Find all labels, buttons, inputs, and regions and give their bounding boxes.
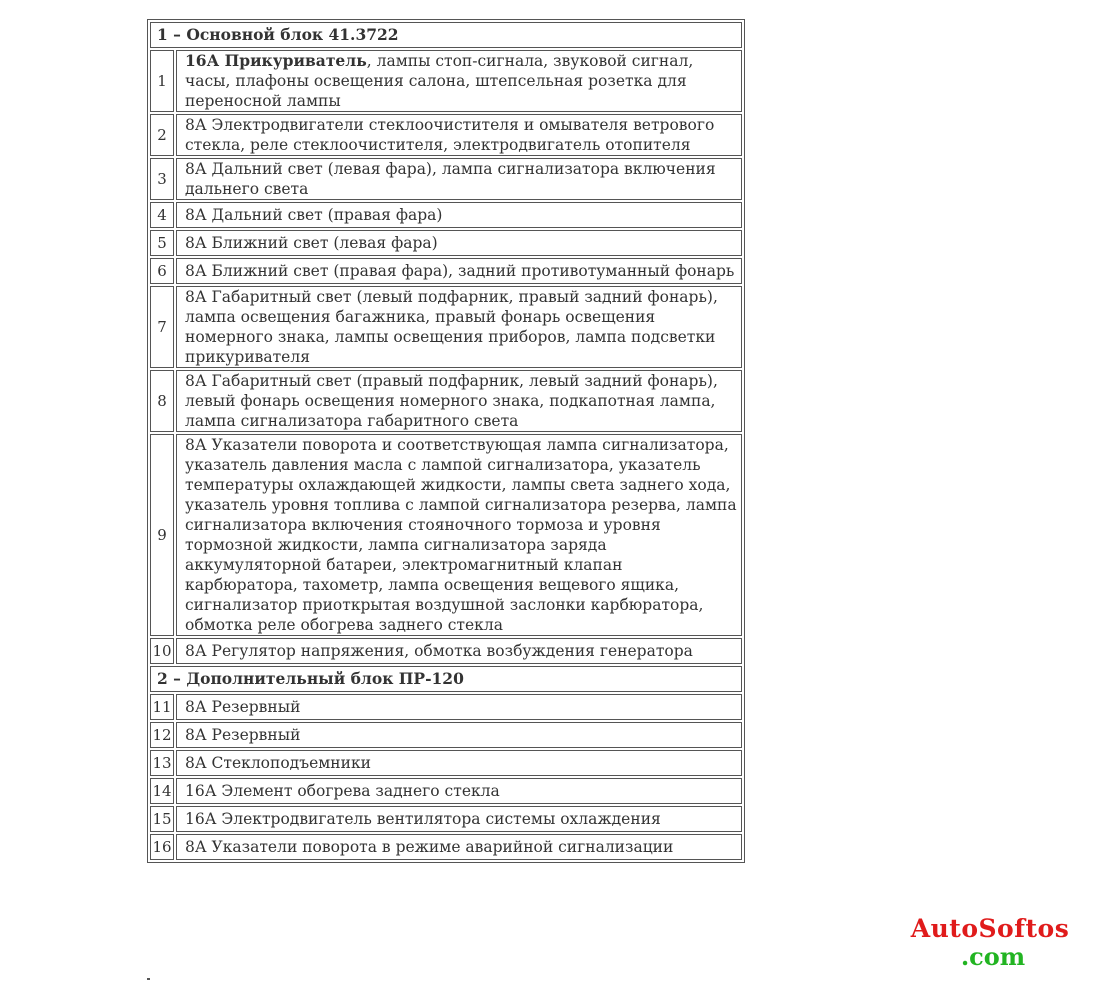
fuse-description-bold: 16А Прикуриватель bbox=[185, 51, 367, 70]
fuse-number: 15 bbox=[150, 806, 174, 832]
fuse-description bbox=[176, 722, 742, 748]
fuse-description-text: 16А Элемент обогрева заднего стекла bbox=[185, 782, 500, 800]
fuse-number: 13 bbox=[150, 750, 174, 776]
fuse-number: 8 bbox=[150, 370, 174, 432]
fuse-description-text: 8А Ближний свет (левая фара) bbox=[185, 234, 438, 252]
fuse-number: 14 bbox=[150, 778, 174, 804]
fuse-description bbox=[176, 694, 742, 720]
fuse-number: 10 bbox=[150, 638, 174, 664]
table-row bbox=[150, 434, 742, 636]
fuse-description-text: 8А Ближний свет (правая фара), задний противотуманный фонарь bbox=[185, 262, 735, 280]
table-row bbox=[150, 834, 742, 860]
table-row bbox=[150, 638, 742, 664]
fuse-description bbox=[176, 202, 742, 228]
watermark-domain: .com bbox=[960, 942, 1026, 971]
table-row bbox=[150, 722, 742, 748]
fuse-description-text: 8А Габаритный свет (левый подфарник, правый задний фонарь), лампа освещения багажника, правый фонарь освещения номерного знака, лампы освещения приборов, лампа подсветки прикуривателя bbox=[185, 288, 718, 366]
fuse-number: 11 bbox=[150, 694, 174, 720]
fuse-description-text: 8А Электродвигатели стеклоочистителя и омывателя ветрового стекла, реле стеклоочистителя, электродвигатель отопителя bbox=[185, 116, 715, 154]
fuse-description bbox=[176, 778, 742, 804]
fuse-description bbox=[176, 806, 742, 832]
table-row bbox=[150, 202, 742, 228]
fuse-description-text: 8А Резервный bbox=[185, 698, 301, 716]
fuse-description bbox=[176, 638, 742, 664]
fuse-description-text: 8А Указатели поворота и соответствующая лампа сигнализатора, указатель давления масла с лампой сигнализатора, указатель температуры охлаждающей жидкости, лампы света заднего хода, указатель уровня топлива с лампой сигнализатора резерва, лампа сигнализатора включения стояночного тормоза и уровня тормозной жидкости, лампа сигнализатора заряда аккумуляторной батареи, электромагнитный клапан карбюратора, тахометр, лампа освещения вещевого ящика, сигнализатор приоткрытая воздушной заслонки карбюратора, обмотка реле обогрева заднего стекла bbox=[185, 436, 737, 634]
fuse-description bbox=[176, 114, 742, 156]
fuse-description-text: 8А Дальний свет (левая фара), лампа сигнализатора включения дальнего света bbox=[185, 160, 716, 198]
section-header-row bbox=[150, 666, 742, 692]
fuse-description bbox=[176, 158, 742, 200]
fuse-description bbox=[176, 230, 742, 256]
fuse-description-text: 8А Дальний свет (правая фара) bbox=[185, 206, 443, 224]
table-row bbox=[150, 258, 742, 284]
fuse-description bbox=[176, 50, 742, 112]
fuse-description-text: 8А Резервный bbox=[185, 726, 301, 744]
table-row bbox=[150, 286, 742, 368]
table-row bbox=[150, 370, 742, 432]
fuse-description-text: , лампы стоп-сигнала, звуковой сигнал, часы, плафоны освещения салона, штепсельная розетка для переносной лампы bbox=[185, 52, 694, 110]
fuse-number: 3 bbox=[150, 158, 174, 200]
fuse-number: 12 bbox=[150, 722, 174, 748]
fuse-description-text: 8А Стеклоподъемники bbox=[185, 754, 371, 772]
table-row bbox=[150, 778, 742, 804]
table-row bbox=[150, 230, 742, 256]
fuse-number: 6 bbox=[150, 258, 174, 284]
watermark-logo bbox=[895, 915, 1085, 971]
fuse-number: 7 bbox=[150, 286, 174, 368]
table-row bbox=[150, 750, 742, 776]
table-row bbox=[150, 694, 742, 720]
fuse-number: 16 bbox=[150, 834, 174, 860]
table-row bbox=[150, 114, 742, 156]
fuse-description-text: 16А Электродвигатель вентилятора системы охлаждения bbox=[185, 810, 661, 828]
fuse-number: 4 bbox=[150, 202, 174, 228]
fuse-description bbox=[176, 370, 742, 432]
table-row bbox=[150, 806, 742, 832]
section-title: 2 – Дополнительный блок ПР-120 bbox=[150, 666, 742, 692]
fuse-description-text: 8А Указатели поворота в режиме аварийной сигнализации bbox=[185, 838, 674, 856]
fuse-number: 1 bbox=[150, 50, 174, 112]
fuse-description bbox=[176, 434, 742, 636]
fuse-description bbox=[176, 834, 742, 860]
fuse-description bbox=[176, 286, 742, 368]
section-title: 1 – Основной блок 41.3722 bbox=[150, 22, 742, 48]
fuse-description bbox=[176, 750, 742, 776]
fuse-table bbox=[147, 19, 745, 863]
fuse-description-text: 8А Габаритный свет (правый подфарник, левый задний фонарь), левый фонарь освещения номерного знака, подкапотная лампа, лампа сигнализатора габаритного света bbox=[185, 372, 718, 430]
fuse-number: 9 bbox=[150, 434, 174, 636]
fuse-description-text: 8А Регулятор напряжения, обмотка возбуждения генератора bbox=[185, 642, 693, 660]
table-row bbox=[150, 50, 742, 112]
section-header-row bbox=[150, 22, 742, 48]
fuse-number: 2 bbox=[150, 114, 174, 156]
fuse-number: 5 bbox=[150, 230, 174, 256]
fuse-description bbox=[176, 258, 742, 284]
table-row bbox=[150, 158, 742, 200]
page-edge-mark bbox=[147, 978, 150, 980]
watermark-name: AutoSoftos bbox=[910, 914, 1070, 943]
fuse-table-body bbox=[150, 22, 742, 860]
